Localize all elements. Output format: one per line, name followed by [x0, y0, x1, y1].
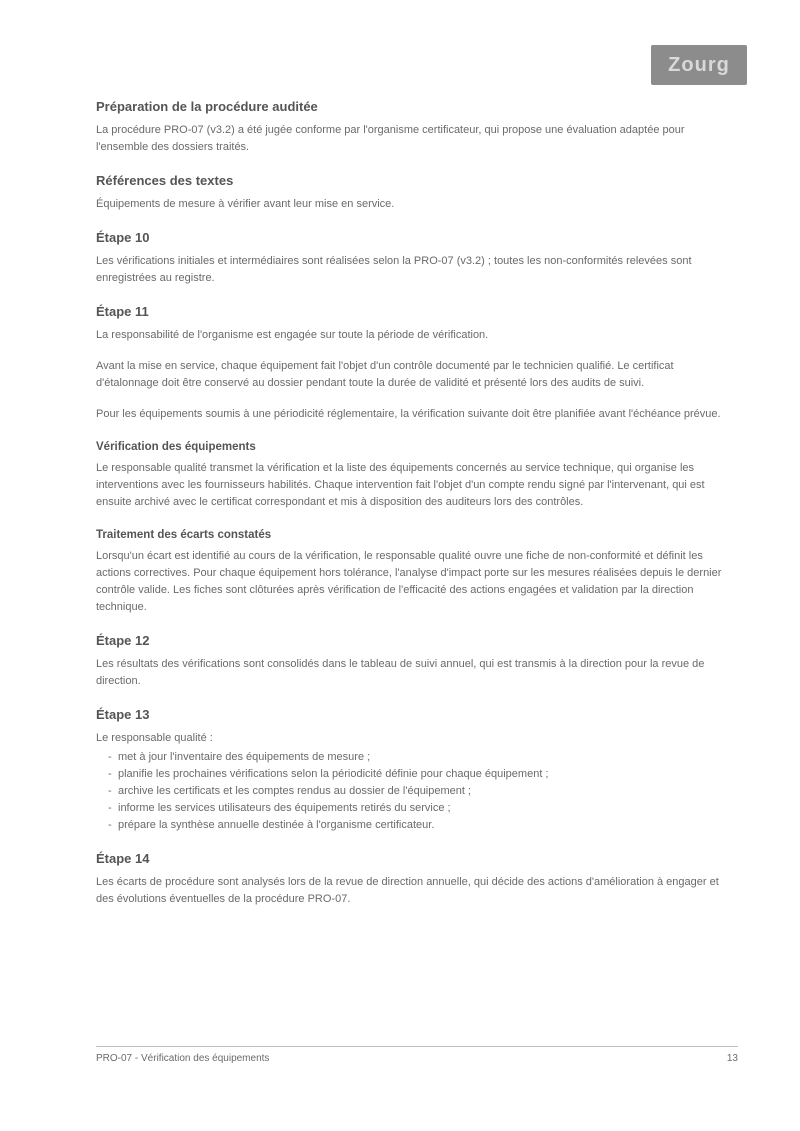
- section-step-13: [96, 706, 736, 834]
- list-item: - met à jour l'inventaire des équipements de mesure ;: [108, 749, 736, 766]
- subsection-title: Traitement des écarts constatés: [96, 529, 272, 541]
- section-text: Équipements de mesure à vérifier avant leur mise en service.: [96, 198, 395, 210]
- list-item: - informe les services utilisateurs des équipements retirés du service ;: [108, 800, 736, 817]
- company-logo: [651, 45, 747, 85]
- section-intro: [96, 98, 736, 156]
- section-step-10: [96, 229, 736, 287]
- section-step-12: [96, 632, 736, 690]
- subsection-text: Lorsqu'un écart est identifié au cours de la vérification, le responsable qualité ouvre une fiche de non-conformité et définit les actions correctives. Pour chaque équipement hors tolérance, l'analyse d'impact porte sur les mesures réalisées depuis le dernier contrôle valide. Les fiches sont clôturées après vérification de l'efficacité des actions engagées et validation par la direction technique.: [96, 550, 722, 613]
- section-step-14: [96, 850, 736, 908]
- section-lead: Le responsable qualité :: [96, 732, 213, 744]
- page-footer: [96, 1046, 738, 1064]
- list-item: - prépare la synthèse annuelle destinée à l'organisme certificateur.: [108, 817, 736, 834]
- subsection-equipment-check: [96, 439, 736, 511]
- section-title: Étape 14: [96, 851, 150, 866]
- section-references: [96, 172, 736, 213]
- section-text: Avant la mise en service, chaque équipement fait l'objet d'un contrôle documenté par le technicien qualifié. Le certificat d'étalonnage doit être conservé au dossier pendant toute la durée de validité et présenté lors des audits de suivi.: [96, 360, 674, 389]
- section-text: Les résultats des vérifications sont consolidés dans le tableau de suivi annuel, qui est transmis à la direction pour la revue de direction.: [96, 658, 705, 687]
- section-step-11: [96, 303, 736, 423]
- section-title: Étape 12: [96, 633, 150, 648]
- section-title: Références des textes: [96, 173, 234, 188]
- section-title: Étape 10: [96, 230, 150, 245]
- footer-document-ref: PRO-07 - Vérification des équipements: [96, 1053, 270, 1064]
- section-title: Préparation de la procédure auditée: [96, 99, 318, 114]
- document-body: [96, 98, 736, 924]
- subsection-title: Vérification des équipements: [96, 441, 256, 453]
- page-number: 13: [726, 1053, 738, 1064]
- section-title: Étape 13: [96, 707, 150, 722]
- section-text: La responsabilité de l'organisme est engagée sur toute la période de vérification.: [96, 329, 489, 341]
- list-item: - planifie les prochaines vérifications selon la périodicité définie pour chaque équipement ;: [108, 766, 736, 783]
- subsection-deviations: [96, 527, 736, 616]
- section-text: Les vérifications initiales et intermédiaires sont réalisées selon la PRO-07 (v3.2) ; toutes les non-conformités relevées sont enregistrées au registre.: [96, 255, 692, 284]
- section-text: Les écarts de procédure sont analysés lors de la revue de direction annuelle, qui décide des actions d'amélioration à engager et des évolutions éventuelles de la procédure PRO-07.: [96, 876, 719, 905]
- list-item: - archive les certificats et les comptes rendus au dossier de l'équipement ;: [108, 783, 736, 800]
- section-title: Étape 11: [96, 304, 149, 319]
- section-text: Pour les équipements soumis à une périodicité réglementaire, la vérification suivante doit être planifiée avant l'échéance prévue.: [96, 408, 721, 420]
- subsection-text: Le responsable qualité transmet la vérification et la liste des équipements concernés au service technique, qui organise les interventions avec les fournisseurs habilités. Chaque intervention fait l'objet d'un compte rendu signé par l'intervenant, qui est ensuite archivé avec le certificat correspondant et mis à disposition des auditeurs lors des contrôles.: [96, 462, 705, 508]
- step-13-list: [96, 749, 736, 834]
- logo-text: Zourg: [668, 53, 730, 76]
- section-text: La procédure PRO-07 (v3.2) a été jugée conforme par l'organisme certificateur, qui propose une évaluation adaptée pour l'ensemble des dossiers traités.: [96, 124, 685, 153]
